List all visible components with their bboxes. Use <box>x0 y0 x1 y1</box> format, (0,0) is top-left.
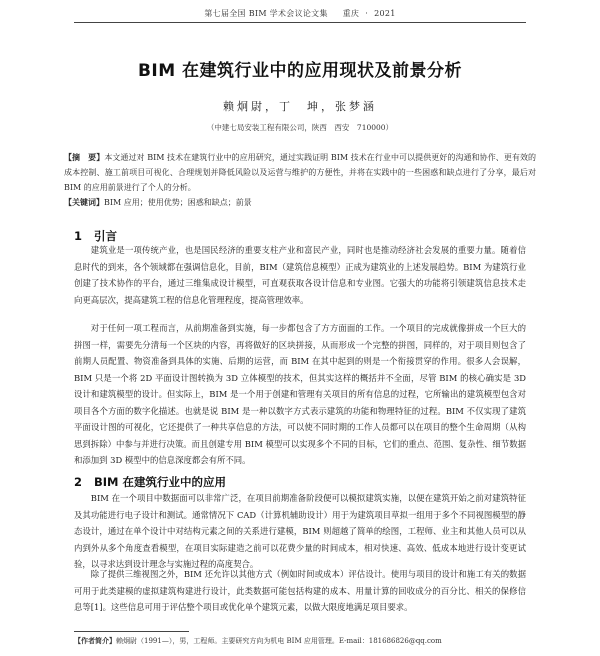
paragraph: 建筑业是一项传统产业，也是国民经济的重要支柱产业和富民产业，同时也是推动经济社会发展的重要力量。随着信息时代的到来，各个领域都在强调信息化，目前，BIM（建筑信息模型）正成为建筑业的上述发展趋势。BIM 为建筑行业创建了技术协作的平台，通过三维集成设计模型，可直观获取各设计信息和专业图。它强大的功能将引领建筑信息技术走向更高层次，提高建筑工程的信息化管理程度，提高管理效率。 <box>74 245 526 305</box>
abstract-text: 本文通过对 BIM 技术在建筑行业中的应用研究，通过实践证明 BIM 技术在行业中可以提供更好的沟通和协作、更有效的成本控制、施工前项目可视化、合理规划并降低风险以及运营与维护的方便性，并将在实践中的一些困惑和缺点进行了分享，最后对 BIM 的应用前景进行了个人的分析。 <box>64 153 536 192</box>
section-heading-bim-application <box>74 474 226 490</box>
conference-year: 2021 <box>374 9 396 18</box>
author-list: 赖炯尉，丁 坤，张梦涵 <box>223 100 377 113</box>
footnote-divider <box>74 631 189 632</box>
section-title: 引言 <box>94 229 118 243</box>
keywords-text: BIM 应用；使用优势；困惑和缺点；前景 <box>104 198 252 207</box>
abstract-label: 【摘 要】 <box>64 153 105 162</box>
conference-name: 第七届全国 BIM 学术会议论文集 <box>204 9 328 18</box>
running-head: 第七届全国 BIM 学术会议论文集 重庆 · 2021 <box>204 9 396 18</box>
paragraph: 除了提供三维视图之外，BIM 还允许以其他方式（例如时间或成本）评估设计。使用与项目的设计和施工有关的数据可用于此类建模的虚拟建筑构建进行设计，此类数据可能包括构建的成本、用量计算的回收成分的百分比、相关的保修信息等[1]。这些信息可用于评估整个项目或优化单个建筑元素，以做大限度地满足项目要求。 <box>74 569 526 612</box>
section-title: BIM 在建筑行业中的应用 <box>94 475 227 489</box>
keywords-label: 【关键词】 <box>64 198 104 207</box>
conference-city: 重庆 <box>342 9 360 18</box>
footnote-label: 【作者简介】 <box>74 637 116 645</box>
footnote-text: 赖炯尉（1991—），男，工程师。主要研究方向为机电 BIM 应用管理。E-mail：181686826@qq.com <box>116 637 442 645</box>
section-number: 1 <box>74 229 83 243</box>
author-footnote <box>74 636 540 646</box>
keywords <box>64 196 536 209</box>
abstract <box>64 150 536 195</box>
paper-title: BIM 在建筑行业中的应用现状及前景分析 <box>137 61 463 81</box>
author-affiliation: （中建七局安装工程有限公司，陕西 西安 710000） <box>206 123 394 132</box>
header-divider <box>74 22 526 23</box>
paragraph: BIM 在一个项目中数据面可以非常广泛，在项目前期准备阶段便可以模拟建筑实施，以便在建筑开始之前对建筑特征及其功能进行电子设计和测试。通常情况下 CAD（计算机辅助设计）用于为建筑项目草拟一组用于多个不同视图模型的静态设计，通过在单个设计中对结构元素之间的关系进行建模，BIM 则超越了简单的绘图，工程师、业主和其他人员可以从内到外从多个角度查看模型，在项目实际建造之前可以花费少量的时间成本，相对快速、高效、低成本地进行设计变更试验，以寻求达到设计理念与实施过程的高度契合。 <box>74 493 526 569</box>
paragraph: 对于任何一项工程而言，从前期准备到实施，每一步都包含了方方面面的工作。一个项目的完成就像拼成一个巨大的拼图一样，需要先分清每一个区块的内容，再将做好的区块拼接，从而形成一个完整的拼图，同样的，对于项目则包含了前期人员配置、物资准备到具体的实施、后期的运营，而 BIM 在其中起到的则是一个衔接贯穿的作用。很多人会误解，BIM 只是一个将 2D 平面设计图转换为 3D 立体模型的技术，但其实这样的概括并不全面，尽管 BIM 的核心确实是 3D 设计和建筑模型的设计。但实际上，BIM 是一个用于创建和管理有关项目的所有信息的过程，它所输出的建筑模型包含对项目各个方面的数字化描述。也就是说 BIM 是一种以数字方式表示建筑的功能和物理特征的过程。BIM 不仅实现了建筑平面设计图的可视化，它还提供了一种共享信息的方法，可以使不同时期的工作人员都可以在项目的整个生命周期（从构思到拆除）中参与并进行决策。而且创建专用 BIM 模型可以实现多个不同的目标，它们的重点、范围、复杂性、细节数据和添加到 3D 模型中的信息深度都会有所不同。 <box>74 323 526 465</box>
section-number: 2 <box>74 475 83 489</box>
